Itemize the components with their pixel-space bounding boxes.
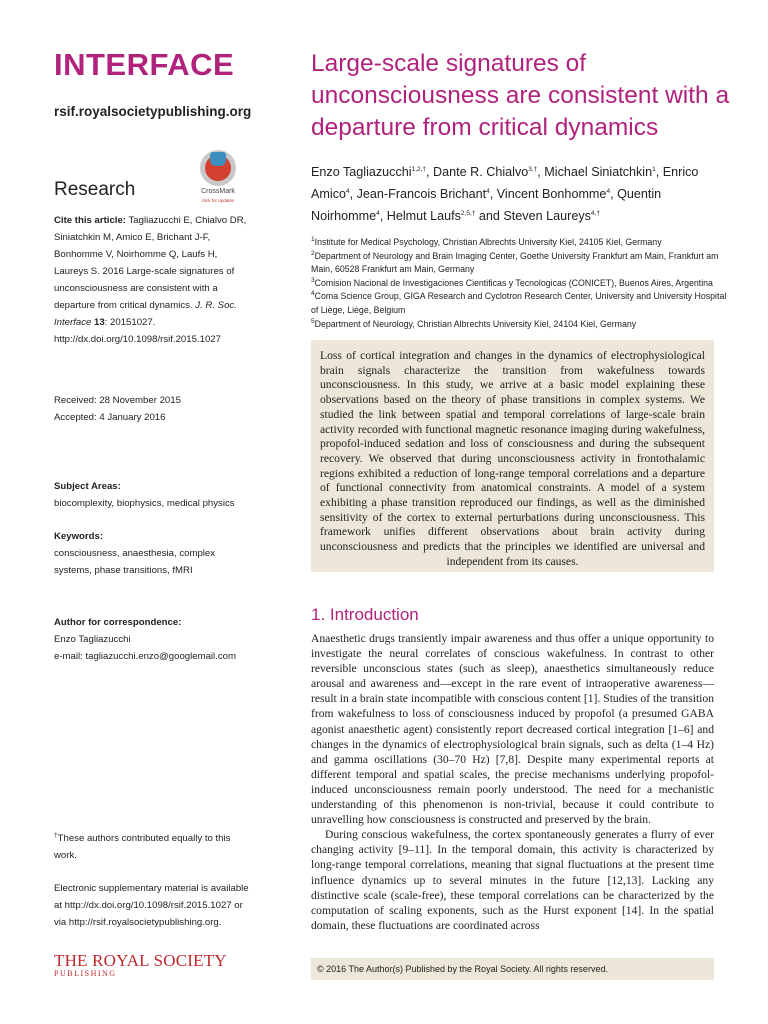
author-affiliation-marker: 4 — [346, 187, 350, 195]
intro-paragraph: During conscious wakefulness, the cortex spontaneously generates a flurry of ever changing activity [9–11]. In the temporal domain, this activity is characterized by long-range temporal correlations, meaning that signal fluctuations at the present time influence dynamics up to several minutes in the future [12,13]. Lacking any distinctive scale (scale-free), these temporal correlations can be characterized by the computation of scaling exponents, such as the Hurst exponent [14]. In the spatial domain, these fluctuations are coordinated across — [311, 828, 714, 932]
author-list — [311, 161, 731, 227]
keywords-label: Keywords: — [54, 531, 104, 542]
cite-label: Cite this article: — [54, 215, 126, 226]
affiliation-number: 1 — [311, 236, 315, 244]
affiliation-number: 2 — [311, 249, 315, 257]
author-affiliation-marker: 4 — [486, 187, 490, 195]
received-date: Received: 28 November 2015 — [54, 395, 181, 406]
affiliation-item — [311, 277, 731, 291]
author-name: Michael Siniatchkin — [544, 165, 653, 179]
equal-contribution-footnote — [54, 830, 254, 864]
dates-block — [54, 392, 254, 426]
author-separator: , — [426, 165, 434, 179]
author-affiliation-marker: 3,† — [528, 165, 538, 173]
accepted-date: Accepted: 4 January 2016 — [54, 412, 166, 423]
author-name: Steven Laureys — [503, 209, 591, 223]
author-name: Quentin Noirhomme — [311, 187, 662, 223]
affiliation-text: Institute for Medical Psychology, Christian Albrechts University Kiel, 24105 Kiel, Germany — [314, 237, 662, 247]
crossmark-sub-label: click for updates — [201, 198, 235, 203]
author-separator: , — [610, 187, 618, 201]
cite-doi-link[interactable]: http://dx.doi.org/10.1098/rsif.2015.1027 — [54, 334, 221, 345]
author-separator: , — [379, 209, 387, 223]
intro-paragraph: Anaesthetic drugs transiently impair awareness and thus offer a unique opportunity to investigate the neural correlates of conscious wakefulness. In contrast to other reversible unconscious states (such as sleep), anaesthetics simultaneously reduce arousal and awareness and—except in the rare event of intraoperative awareness—result in a brain state incompatible with conscious content [1]. Studies of the transition from wakefulness to loss of consciousness induced by propofol (a presumed GABA agonist anaesthetic agent) consistently report decreased cortical integration [1–6] and changes in the dynamics of electrophysiological brain signals, such as delta (1–4 Hz) and gamma oscillations (30–70 Hz) [7,8]. Despite many experimental reports at different temporal and spatial scales, the precise mechanisms underlying propofol-induced unconsciousness remain poorly understood. The need for a mechanistic understanding of this phenomenon is non-trivial, because it could contribute to unravelling how consciousness is constructed and preserved by the brain. — [311, 632, 714, 827]
author-name: Enzo Tagliazucchi — [311, 165, 412, 179]
dagger-mark: † — [54, 831, 58, 839]
affiliation-item — [311, 250, 731, 277]
affiliation-text: Coma Science Group, GIGA Research and Cyclotron Research Center, University and University Hospital of Liège, Liège, Belgium — [311, 291, 727, 315]
author-affiliation-marker: 2,5,† — [460, 209, 476, 217]
author-affiliation-marker: 1 — [652, 165, 656, 173]
copyright-notice: © 2016 The Author(s) Published by the Royal Society. All rights reserved. — [311, 958, 714, 980]
journal-name: INTERFACE — [54, 47, 235, 82]
affiliation-item — [311, 290, 731, 317]
affiliation-number: 3 — [311, 276, 315, 284]
author-name: Dante R. Chialvo — [433, 165, 529, 179]
crossmark-bookmark-icon — [210, 152, 226, 166]
author-separator: , — [537, 165, 545, 179]
introduction-heading: 1. Introduction — [311, 605, 419, 624]
cite-journal-abbrev: J. R. Soc. Interface — [54, 300, 237, 328]
affiliation-text: Comision Nacional de Investigaciones Cientificas y Tecnologicas (CONICET), Buenos Aires, Argentina — [314, 277, 713, 288]
affiliations-list — [311, 236, 731, 331]
author-name: Enrico Amico — [311, 165, 699, 201]
section-label: Research — [54, 179, 136, 200]
publisher-logo: THE ROYAL SOCIETY — [54, 951, 227, 970]
correspondence-label: Author for correspondence: — [54, 617, 182, 628]
citation-block — [54, 212, 254, 348]
affiliation-item — [311, 236, 731, 250]
author-separator: and — [475, 209, 504, 223]
affiliation-number: 4 — [311, 290, 315, 298]
cite-volume: 13 — [94, 317, 105, 328]
author-separator: , — [349, 187, 357, 201]
author-affiliation-marker: 4 — [376, 209, 380, 217]
publisher-logo-sub: PUBLISHING — [54, 969, 117, 978]
author-name: Helmut Laufs — [386, 209, 461, 223]
article-title: Large-scale signatures of unconsciousness are consistent with a departure from critical dynamics — [311, 50, 730, 141]
journal-url-link[interactable]: rsif.royalsocietypublishing.org — [54, 104, 252, 119]
keywords-text: consciousness, anaesthesia, complex systems, phase transitions, fMRI — [54, 548, 216, 576]
author-name: Jean-Francois Brichant — [356, 187, 487, 201]
crossmark-label: CrossMark — [201, 188, 235, 195]
subject-areas-label: Subject Areas: — [54, 481, 121, 492]
cite-article-number: : 20151027. — [104, 317, 156, 328]
crossmark-badge[interactable] — [196, 150, 240, 206]
subject-areas-text: biocomplexity, biophysics, medical physics — [54, 498, 235, 509]
cite-text: Tagliazucchi E, Chialvo DR, Siniatchkin M, Amico E, Brichant J-F, Bonhomme V, Noirhomme Q, Laufs H, Laureys S. 2016 Large-scale signatures of unconsciousness are consistent with a departure from critical dynamics. — [54, 215, 247, 311]
affiliation-number: 5 — [311, 317, 315, 325]
correspondence-name: Enzo Tagliazucchi — [54, 634, 131, 645]
correspondence-email-link[interactable]: e-mail: tagliazucchi.enzo@googlemail.com — [54, 651, 236, 662]
author-name: Vincent Bonhomme — [496, 187, 607, 201]
keywords-block — [54, 528, 254, 579]
footnote-text: These authors contributed equally to this work. — [54, 833, 231, 861]
subject-areas-block — [54, 478, 254, 512]
author-affiliation-marker: 4 — [606, 187, 611, 195]
author-affiliation-marker: 4,† — [590, 209, 600, 217]
author-separator: , — [489, 187, 497, 201]
affiliation-text: Department of Neurology, Christian Albrechts University Kiel, 24104 Kiel, Germany — [314, 318, 637, 329]
author-separator: , — [655, 165, 663, 179]
introduction-body — [311, 631, 714, 933]
abstract: Loss of cortical integration and changes in the dynamics of electrophysiological brain signals characterize the transition from wakefulness towards unconsciousness. In this study, we arrive at a basic model explaining these observations based on the theory of phase transitions in complex systems. We studied the link between spatial and temporal correlations of large-scale brain activity recorded with functional magnetic resonance imaging during wakefulness, propofol-induced sedation and loss of consciousness and during the subsequent recovery. We observed that during unconsciousness activity in frontothalamic regions exhibited a reduction of long-range temporal correlations and a departure of functional connectivity from anatomical constraints. A model of a system exhibiting a phase transition reproduced our findings, as well as the diminished sensitivity of the cortex to external perturbations during unconsciousness. This framework unifies different observations about brain activity during unconsciousness and predicts that the principles we identified are universal and independent from its causes. — [311, 340, 714, 572]
author-affiliation-marker: 1,2,† — [411, 165, 427, 173]
affiliation-item — [311, 318, 731, 332]
correspondence-block — [54, 614, 254, 665]
affiliation-text: Department of Neurology and Brain Imaging Center, Goethe University Frankfurt am Main, Frankfurt am Main, 60528 Frankfurt am Main, Germany — [311, 250, 719, 275]
supplementary-material-note: Electronic supplementary material is available at http://dx.doi.org/10.1098/rsif.2015.1027 or via http://rsif.royalsocietypublishing.org. — [54, 883, 249, 928]
